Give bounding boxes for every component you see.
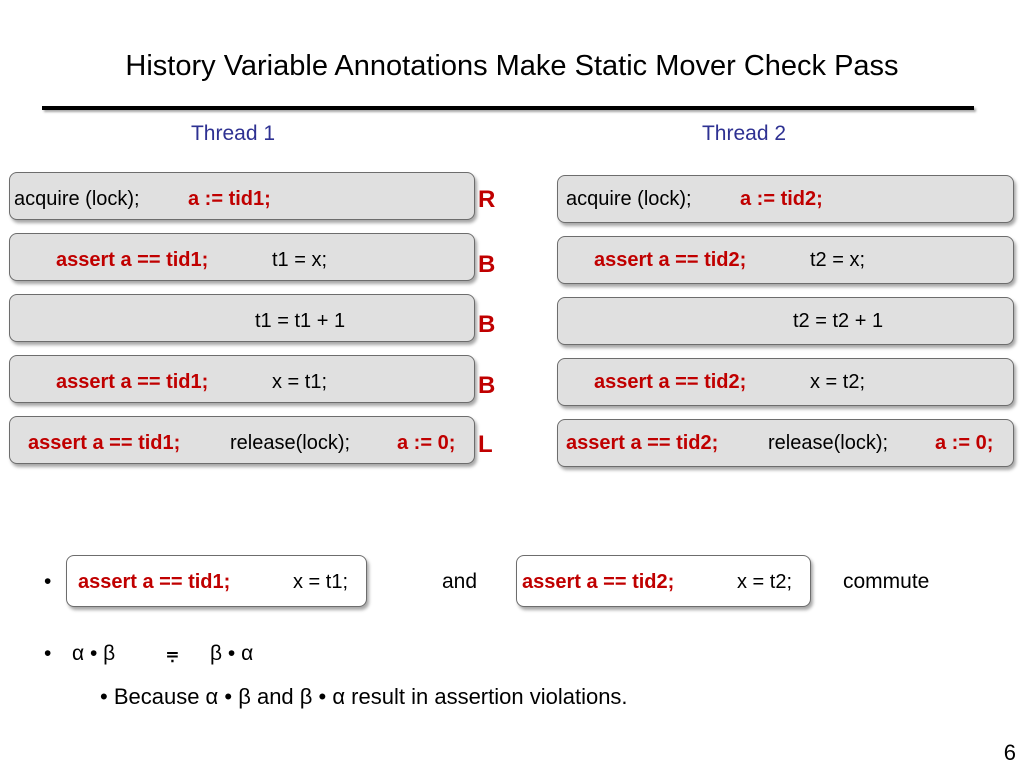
thread2-row-1 (557, 175, 1014, 223)
bullet-1-box2-red: assert a == tid2; (522, 571, 675, 593)
thread1-row-5-red: a := 0; (397, 432, 456, 454)
thread1-row-5-plain: release(lock); (230, 432, 351, 454)
thread1-row-4 (9, 355, 475, 403)
bullet-1-box1-plain: x = t1; (293, 571, 349, 593)
bullet-1-box2-plain: x = t2; (737, 571, 793, 593)
bullet-1-box-thread1 (66, 555, 367, 607)
title-underline (42, 106, 974, 110)
mover-tag-3: B (478, 311, 496, 338)
thread2-row-4-red: assert a == tid2; (594, 371, 747, 393)
thread2-row-4-plain: x = t2; (810, 371, 866, 393)
thread1-row-1-plain: acquire (lock); (14, 188, 140, 210)
thread2-row-5-plain: release(lock); (768, 432, 889, 454)
bullet-1-and: and (442, 570, 478, 593)
thread1-row-5 (9, 416, 475, 464)
thread1-row-1 (9, 172, 475, 220)
thread2-row-1-plain: acquire (lock); (566, 188, 692, 210)
not-equivalent-symbol: ⩦ (166, 640, 179, 665)
mover-tag-4: B (478, 372, 496, 399)
thread2-row-4 (557, 358, 1014, 406)
thread1-row-1-red: a := tid1; (188, 188, 271, 210)
bullet-1-box1-red: assert a == tid1; (78, 571, 231, 593)
page-number: 6 (1003, 740, 1016, 765)
bullet-1-commute: commute (843, 570, 930, 593)
thread1-row-4-plain: x = t1; (272, 371, 328, 393)
thread2-row-3-plain: t2 = t2 + 1 (793, 310, 884, 332)
bullet-2-marker: • (44, 642, 52, 665)
bullet-2-lhs: α • β (72, 642, 116, 665)
thread1-heading: Thread 1 (190, 122, 276, 145)
bullet-3-text: • Because α • β and β • α result in assertion violations. (100, 684, 628, 709)
thread2-row-2-plain: t2 = x; (810, 249, 866, 271)
thread2-row-5 (557, 419, 1014, 467)
thread2-row-2 (557, 236, 1014, 284)
thread2-row-5-red: a := 0; (935, 432, 994, 454)
thread1-row-2-plain: t1 = x; (272, 249, 328, 271)
thread1-row-4-red: assert a == tid1; (56, 371, 209, 393)
thread1-row-3-plain: t1 = t1 + 1 (255, 310, 346, 332)
mover-tag-2: B (478, 251, 496, 278)
thread2-row-3 (557, 297, 1014, 345)
thread1-row-5-red-lead: assert a == tid1; (28, 432, 181, 454)
thread2-row-1-red: a := tid2; (740, 188, 823, 210)
thread2-heading: Thread 2 (701, 122, 787, 145)
thread2-row-5-red-lead: assert a == tid2; (566, 432, 719, 454)
mover-tag-1: R (478, 186, 496, 213)
thread1-row-3 (9, 294, 475, 342)
bullet-1-box-thread2 (516, 555, 811, 607)
thread2-row-2-red: assert a == tid2; (594, 249, 747, 271)
slide-title: History Variable Annotations Make Static Mover Check Pass (125, 50, 899, 82)
bullet-2-rhs: β • α (210, 642, 254, 665)
thread1-row-2-red: assert a == tid1; (56, 249, 209, 271)
mover-tag-5: L (478, 431, 493, 458)
thread1-row-2 (9, 233, 475, 281)
bullet-1-marker: • (44, 570, 52, 593)
